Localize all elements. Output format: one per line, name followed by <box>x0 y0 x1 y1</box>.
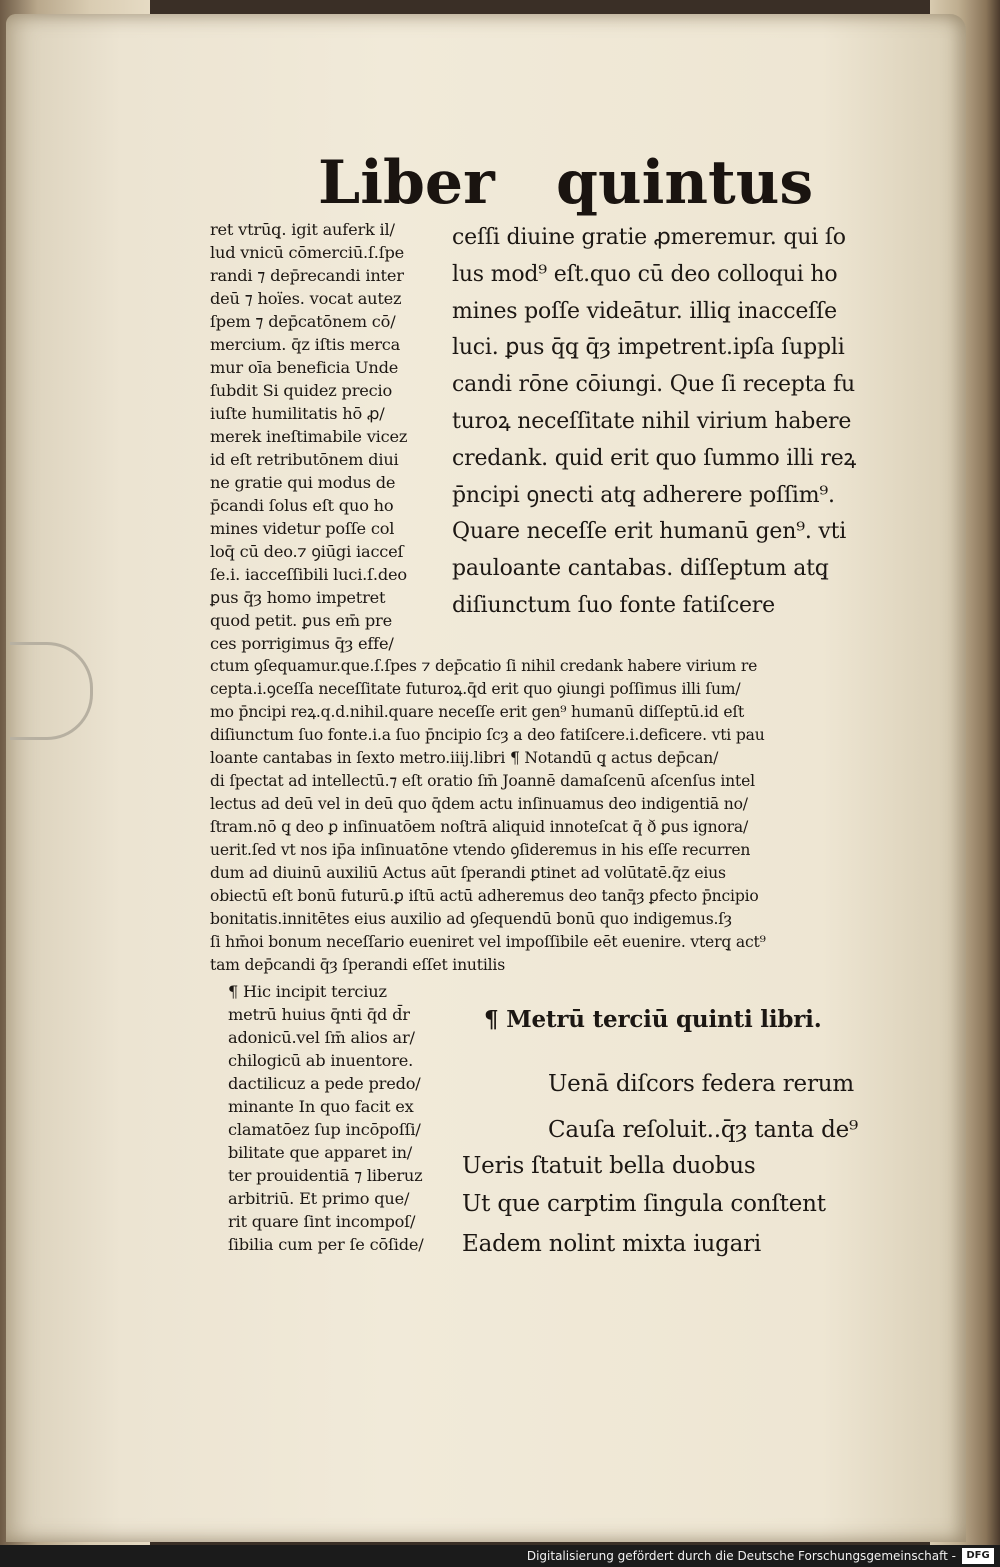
main-text-line: luci. ꝑus q̄q̧ q̄ȝ impetrent.ipſa ſuppli <box>452 335 845 361</box>
commentary-line: ſi hm̄oi bonum neceſſario eueniret vel impoſſibile eēt euenire. vterq̧ act⁹ <box>210 933 766 951</box>
gloss-top-line: mercium. q̄z iſtis merca <box>210 335 401 354</box>
poem-line: Cauſa reſoluit..q̄ȝ tanta de⁹ <box>548 1117 859 1143</box>
poem-line: Uenā diſcors federa rerum <box>548 1071 854 1097</box>
gloss-bottom-line: dactilicuz a pede predo/ <box>228 1074 421 1093</box>
gloss-top-line: ſpem ⁊ dep̄catōnem cō/ <box>210 312 396 331</box>
commentary-line: cepta.i.ꝯceſſa neceſſitate futuroꝝ.q̄d erit quo ꝯiungi poſſimus illi ſum/ <box>210 680 741 698</box>
commentary <box>210 655 766 977</box>
commentary-line: mo p̄ncipi reꝝ.q.d.nihil.quare neceſſe erit gen⁹ humanū diſſeptū.id eſt <box>210 703 745 721</box>
dfg-logo: DFG <box>962 1548 994 1564</box>
gloss-top-line: quod petit. ꝑus em̄ pre <box>210 611 392 630</box>
main-text-line: p̄ncipi ꝯnecti atq̧ adherere poſſim⁹. <box>452 482 835 508</box>
main-text-line: mines poſſe videātur. illiq̧ inacceſſe <box>452 298 837 324</box>
main-text-top <box>452 220 856 625</box>
gloss-bottom-line: metrū huius q̄nti q̄d d̄r <box>228 1005 410 1024</box>
commentary-line: uerit.ſed vt nos ip̄a inſinuatōne vtendo ꝯſideremus in his eſſe recurren <box>210 841 751 859</box>
gloss-bottom-line: ter prouidentiā ⁊ liberuz <box>228 1166 423 1185</box>
commentary-line: diſiunctum ſuo fonte.i.a ſuo p̄ncipio ſcȝ a deo fatiſcere.i.deficere. vti pau <box>210 726 765 744</box>
gloss-bottom-line: ſibilia cum per ſe cōſide/ <box>228 1235 424 1254</box>
gloss-top-line: p̄candi ſolus eſt quo ho <box>210 496 394 515</box>
gloss-top <box>210 218 407 655</box>
commentary-line: ctum ꝯſequamur.que.ſ.ſpes ⁊ dep̄catio ſi nihil credank habere virium re <box>210 657 758 675</box>
gloss-bottom-line: adonicū.vel ſm̄ alios ar/ <box>228 1028 415 1047</box>
page-header <box>318 148 814 218</box>
gloss-top-line: ꝑus q̄ȝ homo impetret <box>210 588 386 607</box>
gloss-top-line: loq̄ cū deo.⁊ ꝯiūgi iacceſ <box>210 542 404 561</box>
poem-line: Eadem nolint mixta iugari <box>462 1231 762 1257</box>
gloss-top-line: ret vtrūq̧. igit auferk il/ <box>210 220 395 239</box>
main-text-line: candi rōne cōiungi. Que ſi recepta fu <box>452 372 855 398</box>
gloss-top-line: randi ⁊ dep̄recandi inter <box>210 266 404 285</box>
gloss-top-line: iuſte humilitatis hō ꝓ/ <box>210 404 385 423</box>
commentary-line: lectus ad deū vel in deū quo q̄dem actu inſinuamus deo indigentiā no/ <box>210 795 748 813</box>
gloss-top-line: id eſt retributōnem diui <box>210 450 399 469</box>
gloss-top-line: ne gratie qui modus de <box>210 473 396 492</box>
gloss-top-line: mines videtur poſſe col <box>210 519 395 538</box>
gloss-bottom <box>228 980 424 1256</box>
gloss-top-line: ſubdit Si quidez precio <box>210 381 393 400</box>
gloss-top-line: ces porrigimus q̄ȝ effe/ <box>210 634 394 653</box>
gloss-top-line: merek ineſtimabile vicez <box>210 427 408 446</box>
gloss-bottom-line: arbitriū. Et primo que/ <box>228 1189 410 1208</box>
commentary-line: dum ad diuinū auxiliū Actus aūt ſperandi ꝑtinet ad volūtatē.q̄z eius <box>210 864 726 882</box>
gloss-bottom-line: bilitate que apparet in/ <box>228 1143 413 1162</box>
main-text-line: diſiunctum ſuo fonte fatiſcere <box>452 592 775 618</box>
commentary-line: di ſpectat ad intellectū.⁊ eſt oratio ſm̄ Joannē damaſcenū aſcenſus intel <box>210 772 755 790</box>
poem-line: Ut que carptim ſingula conſtent <box>462 1191 826 1217</box>
main-text-line: Quare neceſſe erit humanū gen⁹. vti <box>452 519 847 545</box>
gloss-top-line: ſe.i. iacceſſibili luci.ſ.deo <box>210 565 407 584</box>
gloss-bottom-line: ¶ Hic incipit terciuz <box>228 982 387 1001</box>
main-text-line: ceſſi diuine gratie ꝓmeremur. qui ſo <box>452 225 846 250</box>
gloss-bottom-line: chilogicū ab inuentore. <box>228 1051 414 1070</box>
gloss-bottom-line: rit quare ſint incompoſ/ <box>228 1212 416 1231</box>
gloss-top-line: lud vnicū cōmerciū.ſ.ſpe <box>210 243 405 262</box>
commentary-line: tam dep̄candi q̄ȝ ſperandi eſſet inutilis <box>210 956 505 974</box>
header-word-quintus: quintus <box>556 148 814 218</box>
commentary-line: loante cantabas in ſexto metro.iiij.libri ¶ Notandū q̧ actus dep̄can/ <box>210 749 719 767</box>
gloss-top-line: mur oīa beneficia Unde <box>210 358 399 377</box>
main-text-line: turoꝝ neceſſitate nihil virium habere <box>452 408 852 434</box>
poem-title: ¶ Metrū terciū quinti libri. <box>484 1006 822 1033</box>
main-text-line: credank. quid erit quo ſummo illi reꝝ <box>452 445 857 471</box>
commentary-line: ſtram.nō q̧ deo ꝑ inſinuatōem noſtrā aliquid innoteſcat q̄ ð ꝑus ignora/ <box>210 818 749 836</box>
main-text-line: lus mod⁹ eſt.quo cū deo colloqui ho <box>452 261 838 287</box>
footer-bar <box>0 1545 1000 1567</box>
gloss-bottom-line: clamatōez ſup incōpoſſi/ <box>228 1120 421 1139</box>
page-clip <box>10 642 93 740</box>
footer-text: Digitalisierung gefördert durch die Deutsche Forschungsgemeinschaft - <box>526 1549 956 1563</box>
gloss-top-line: deū ⁊ hoïes. vocat autez <box>210 289 402 308</box>
commentary-line: bonitatis.innitētes eius auxilio ad ꝯſequendū bonū quo indigemus.ſȝ <box>210 910 732 928</box>
gloss-bottom-line: minante In quo facit ex <box>228 1097 414 1116</box>
header-word-liber: Liber <box>318 148 495 218</box>
commentary-line: obiectū eſt bonū futurū.ꝑ iſtū actū adheremus deo tanq̄ȝ ꝑfecto p̄ncipio <box>210 887 759 905</box>
main-text-line: pauloante cantabas. diſſeptum atq̧ <box>452 556 829 582</box>
poem-line: Ueris ſtatuit bella duobus <box>462 1153 756 1179</box>
